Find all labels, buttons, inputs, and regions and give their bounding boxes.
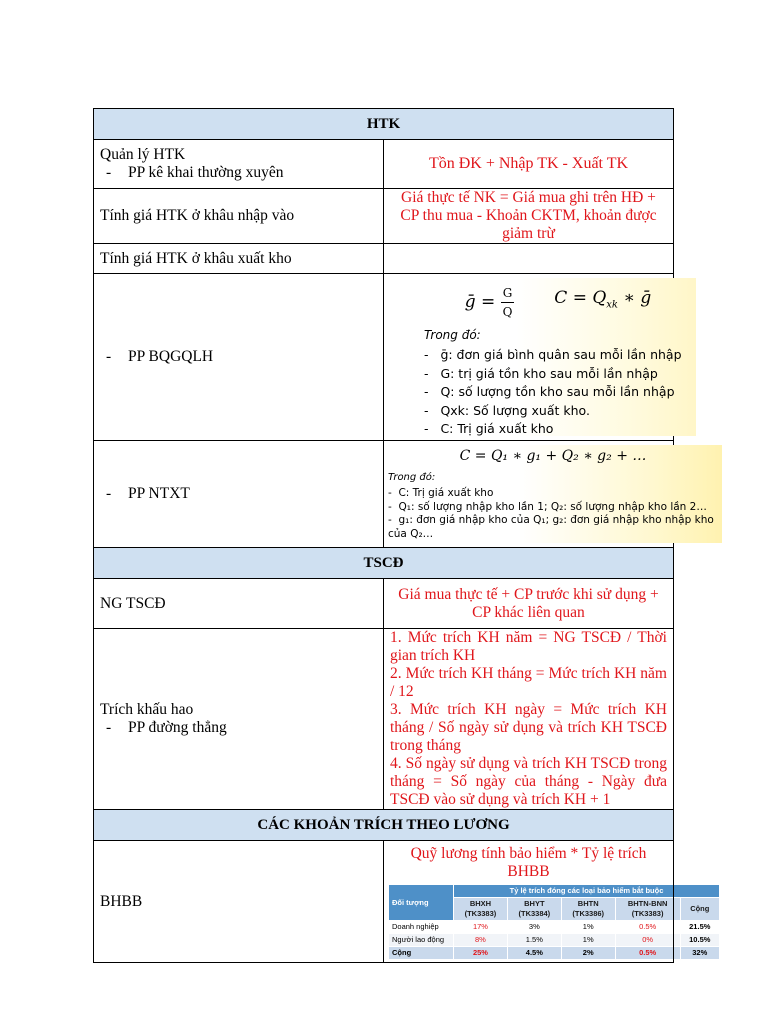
- formula-image-ntxt: [384, 445, 722, 543]
- col-header: Cộng: [680, 898, 719, 921]
- row-xuat-kho: [94, 244, 674, 274]
- row-khau-hao: [94, 629, 674, 810]
- note-item: - C: Trị giá xuất kho: [424, 421, 554, 436]
- row-label: - PP BQGQLH: [94, 274, 384, 441]
- formula-line: C = Q₁ ∗ g₁ + Q₂ ∗ g₂ + …: [459, 448, 647, 464]
- row-value-empty: [384, 244, 674, 274]
- row-quan-ly-htk: [94, 140, 674, 189]
- note-item: - ḡ: đơn giá bình quân sau mỗi lần nhập: [424, 347, 682, 362]
- note-title: Trong đó:: [388, 472, 436, 483]
- insurance-rate-table: [388, 884, 720, 960]
- row-value-list: [384, 629, 674, 810]
- row-label: Tính giá HTK ở khâu nhập vào: [94, 189, 384, 244]
- formula-item: 2. Mức trích KH tháng = Mức trích KH năm / 12: [390, 665, 667, 700]
- row-ntxt: [94, 441, 674, 548]
- section-title: HTK: [94, 109, 674, 140]
- col-header: BHYT (TK3384): [507, 898, 561, 921]
- note-item: - Qxk: Số lượng xuất kho.: [424, 402, 590, 418]
- formula-cell: [384, 274, 682, 441]
- row-label: [94, 140, 384, 189]
- note-list: [424, 346, 692, 439]
- formula-line: ḡ = $\frac{G}{Q}$ $C = Q_{xk}$ ∗ ḡ: [464, 285, 652, 319]
- formula-item: 3. Mức trích KH ngày = Mức trích KH tháng / Số ngày sử dụng và trích KH TSCĐ trong tháng: [390, 701, 667, 754]
- row-label: Trích khấu hao - PP đường thẳng: [94, 629, 384, 810]
- row-value: Giá thực tế NK = Giá mua ghi trên HĐ + CP thu mua - Khoản CKTM, khoản được giảm trừ: [384, 189, 674, 244]
- col-header: BHTN-BNN (TK3383): [615, 898, 680, 921]
- col-header: BHXH (TK3383): [454, 898, 508, 921]
- formula-item: 1. Mức trích KH năm = NG TSCĐ / Thời gian trích KH: [390, 629, 667, 664]
- row-value: Giá mua thực tế + CP trước khi sử dụng + CP khác liên quan: [384, 579, 674, 629]
- formula-image-bqgqlh: [420, 278, 696, 436]
- label-bullet: - PP kê khai thường xuyên: [106, 164, 284, 181]
- row-bhbb: [94, 841, 674, 963]
- col-header: BHTN (TK3386): [561, 898, 615, 921]
- note-item: - G: trị giá tồn kho sau mỗi lần nhập: [424, 365, 658, 381]
- label-line: Quản lý HTK: [100, 146, 186, 163]
- note-title: Trong đó:: [424, 328, 481, 342]
- row-value: Quỹ lương tính bảo hiểm * Tỷ lệ trích BHBB: [410, 845, 647, 880]
- row-value: Tồn ĐK + Nhập TK - Xuất TK: [384, 140, 674, 189]
- col-header: Đối tượng: [389, 885, 454, 921]
- table-title: Tỷ lệ trích đóng các loại bảo hiểm bắt buộc: [454, 885, 720, 898]
- section-title: CÁC KHOẢN TRÍCH THEO LƯƠNG: [94, 810, 674, 841]
- table-row-total: Cộng 25% 4.5% 2% 0.5% 32%: [389, 947, 720, 960]
- row-label: NG TSCĐ: [94, 579, 384, 629]
- note-item: - C: Trị giá xuất kho: [388, 487, 494, 499]
- fraction: $\frac{G}{Q}$: [502, 285, 513, 319]
- formula-cell: [384, 441, 714, 548]
- row-label: BHBB: [94, 841, 384, 963]
- note-list: [388, 487, 718, 541]
- section-title: TSCĐ: [94, 548, 674, 579]
- note-item: - Q₁: số lượng nhập kho lần 1; Q₂: số lượng nhập kho lần 2…: [388, 500, 707, 513]
- section-header-luong: [94, 810, 674, 841]
- row-label: Tính giá HTK ở khâu xuất kho: [94, 244, 384, 274]
- section-header-htk: [94, 109, 674, 140]
- note-item: - Q: số lượng tồn kho sau mỗi lần nhập: [424, 384, 675, 399]
- accounting-summary-table: [93, 108, 714, 963]
- bhbb-cell: [384, 841, 711, 963]
- row-ng-tscd: [94, 579, 674, 629]
- row-nhap-vao: [94, 189, 674, 244]
- table-row: Doanh nghiệp 17% 3% 1% 0.5% 21.5%: [389, 921, 720, 934]
- section-header-tscd: [94, 548, 674, 579]
- note-item: - g₁: đơn giá nhập kho của Q₁; g₂: đơn giá nhập kho nhập kho của Q₂…: [388, 514, 714, 540]
- row-label: - PP NTXT: [94, 441, 384, 548]
- row-bqgqlh: [94, 274, 674, 441]
- table-row: Người lao động 8% 1.5% 1% 0% 10.5%: [389, 934, 720, 947]
- formula-item: 4. Số ngày sử dụng và trích KH TSCĐ trong tháng = Số ngày của tháng - Ngày đưa TSCĐ vào sử dụng và trích KH + 1: [390, 755, 667, 808]
